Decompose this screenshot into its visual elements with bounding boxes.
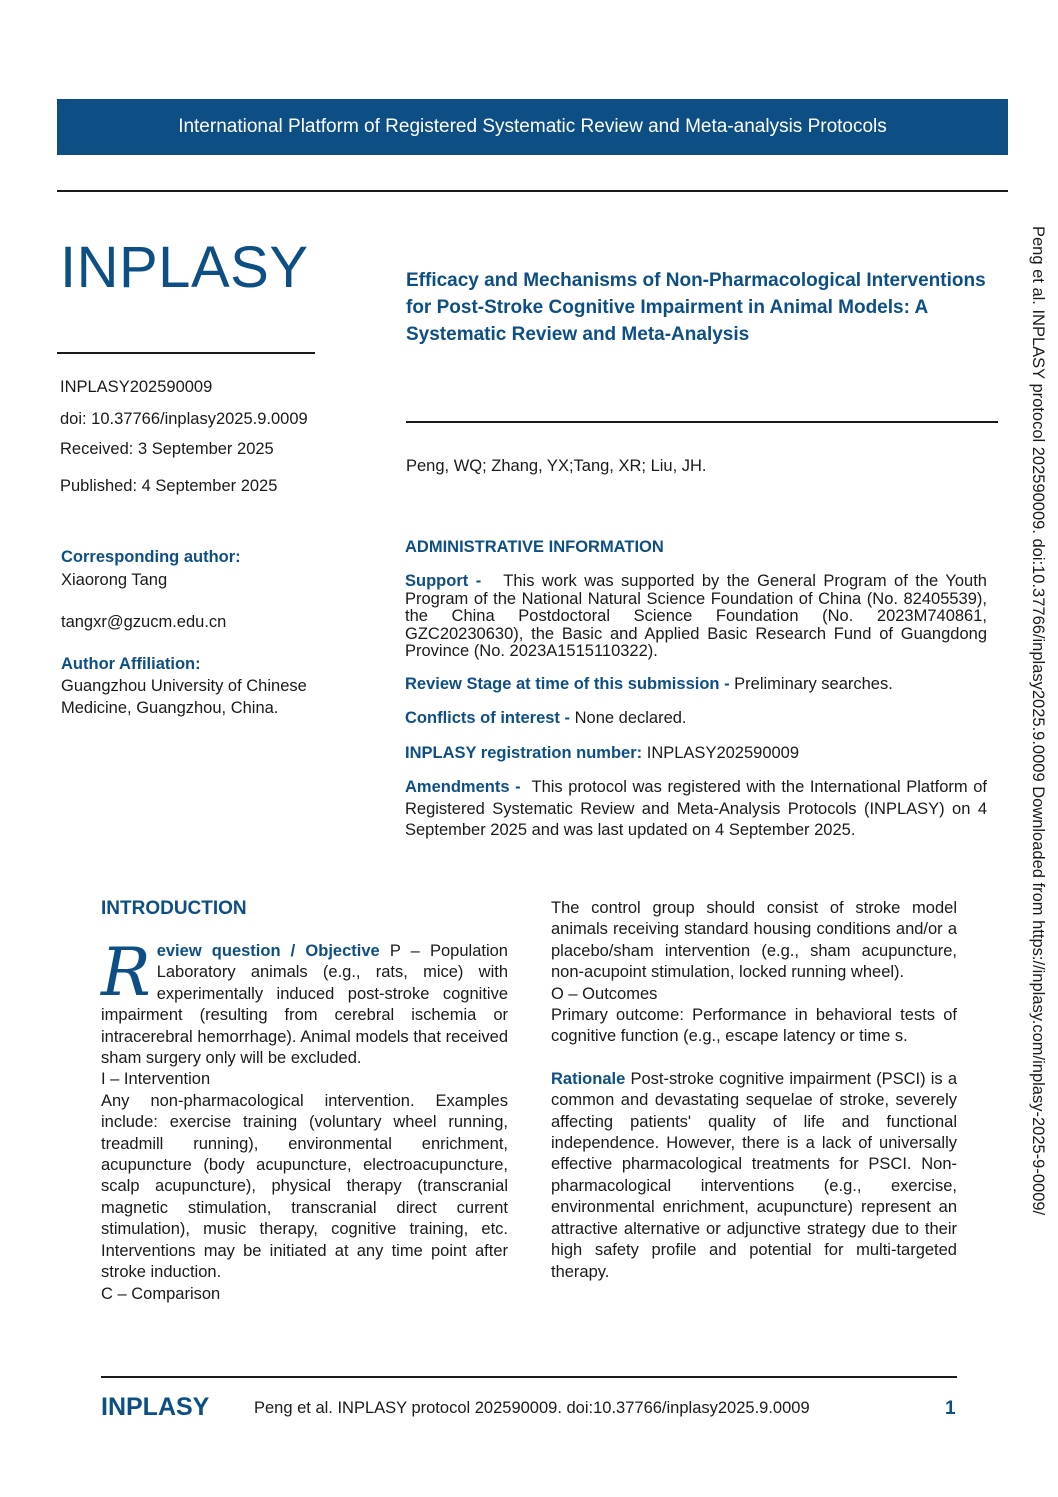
review-stage-text: Preliminary searches. xyxy=(734,675,893,693)
footer-divider xyxy=(101,1376,957,1378)
review-question-label: eview question / Objective xyxy=(156,942,380,960)
drop-cap: R xyxy=(101,934,151,1011)
comparison-text: The control group should consist of stroke model animals receiving standard housing conditions and/or a placebo/sham intervention (e.g., sham acupuncture, non-acupoint stimulation, locked running wheel). xyxy=(551,899,957,982)
amendments-text: This protocol was registered with the International Platform of Registered Systematic Review and Meta-Analysis Protocols (INPLASY) on 4 September 2025 and was last updated on 4 September 2025. xyxy=(405,778,988,839)
registration-id: INPLASY202590009 xyxy=(60,378,213,396)
comparison-heading: C – Comparison xyxy=(101,1284,221,1303)
support-section xyxy=(405,573,987,661)
review-stage-label: Review Stage at time of this submission - xyxy=(405,675,730,693)
outcomes-heading: O – Outcomes xyxy=(551,984,658,1003)
platform-banner: International Platform of Registered Systematic Review and Meta-analysis Protocols xyxy=(57,99,1008,155)
rationale-label: Rationale xyxy=(551,1069,626,1088)
registration-section xyxy=(405,745,987,763)
title-divider xyxy=(406,421,998,423)
intro-right-column xyxy=(551,898,957,1283)
intervention-heading: I – Intervention xyxy=(101,1070,211,1089)
support-text: This work was supported by the General Program of the Youth Program of the National Natural Science Foundation of China (No. 82405539), the China Postdoctoral Science Foundation (No. 2023M740861, GZC20230630), the Basic and Applied Basic Research Fund of Guangdong Province (No. 2023A1515110322). xyxy=(405,572,987,660)
conflicts-label: Conflicts of interest - xyxy=(405,709,571,727)
rationale-text: Post-stroke cognitive impairment (PSCI) is a common and devastating sequelae of stroke, severely affecting patients' quality of life and functional independence. However, there is a lack of universally effective pharmacological treatments for PSCI. Non-pharmacological interventions (e.g., exercise, environmental enrichment, acupuncture) represent an attractive alternative or adjunctive strategy due to their high safety profile and potential for multi-targeted therapy. xyxy=(551,1069,958,1281)
amendments-section xyxy=(405,777,987,842)
side-download-strip: Peng et al. INPLASY protocol 202590009. doi:10.37766/inplasy2025.9.0009 Downloaded from https://inplasy.com/inplasy-2025-9-0009/ xyxy=(1029,226,1047,1216)
page-number: 1 xyxy=(945,1398,956,1419)
received-date: Received: 3 September 2025 xyxy=(60,440,274,458)
paragraph-gap xyxy=(551,1048,957,1069)
support-label: Support - xyxy=(405,572,482,590)
doi-text: doi: 10.37766/inplasy2025.9.0009 xyxy=(60,410,308,428)
amendments-label: Amendments - xyxy=(405,778,521,796)
article-title: Efficacy and Mechanisms of Non-Pharmacological Interventions for Post-Stroke Cognitive Impairment in Animal Models: A Systematic Review and Meta-Analysis xyxy=(406,270,986,345)
intervention-text: Any non-pharmacological intervention. Examples include: exercise training (voluntary wheel running, treadmill running), environmental enrichment, acupuncture (body acupuncture, electroacupuncture, scalp acupuncture), physical therapy (transcranial magnetic stimulation, transcranial direct current stimulation), music therapy, cognitive training, etc. Interventions may be initiated at any time point after stroke induction. xyxy=(101,1091,508,1282)
registration-label: INPLASY registration number: xyxy=(405,744,643,762)
rationale-paragraph xyxy=(551,1069,957,1283)
published-date: Published: 4 September 2025 xyxy=(60,477,278,495)
footer-citation: Peng et al. INPLASY protocol 202590009. doi:10.37766/inplasy2025.9.0009 xyxy=(254,1399,810,1417)
registration-text: INPLASY202590009 xyxy=(646,744,800,762)
admin-heading: ADMINISTRATIVE INFORMATION xyxy=(405,538,664,556)
conflicts-section xyxy=(405,710,987,728)
affiliation-label: Author Affiliation: xyxy=(61,655,201,673)
introduction-heading: INTRODUCTION xyxy=(101,898,247,919)
brand-divider xyxy=(57,352,315,354)
author-list: Peng, WQ; Zhang, YX;Tang, XR; Liu, JH. xyxy=(406,457,707,475)
affiliation-text: Guangzhou University of Chinese Medicine, Guangzhou, China. xyxy=(61,677,307,717)
top-divider xyxy=(57,190,1008,192)
journal-brand: INPLASY xyxy=(60,235,309,300)
population-text: P – Population Laboratory animals (e.g., rats, mice) with experimentally induced post-stroke cognitive impairment (resulting from cerebral ischemia or intracerebral hemorrhage). Animal models that received sham surgery only will be excluded. xyxy=(101,942,508,1068)
intro-left-column xyxy=(101,934,508,1305)
author-email[interactable]: tangxr@gzucm.edu.cn xyxy=(61,613,227,631)
conflicts-text: None declared. xyxy=(574,709,687,727)
outcomes-text: Primary outcome: Performance in behavioral tests of cognitive function (e.g., escape latency or time s. xyxy=(551,1006,957,1046)
corresponding-author-label: Corresponding author: xyxy=(61,548,241,566)
footer-brand: INPLASY xyxy=(101,1393,210,1421)
review-stage-section xyxy=(405,676,987,694)
corresponding-author-name: Xiaorong Tang xyxy=(61,571,168,589)
